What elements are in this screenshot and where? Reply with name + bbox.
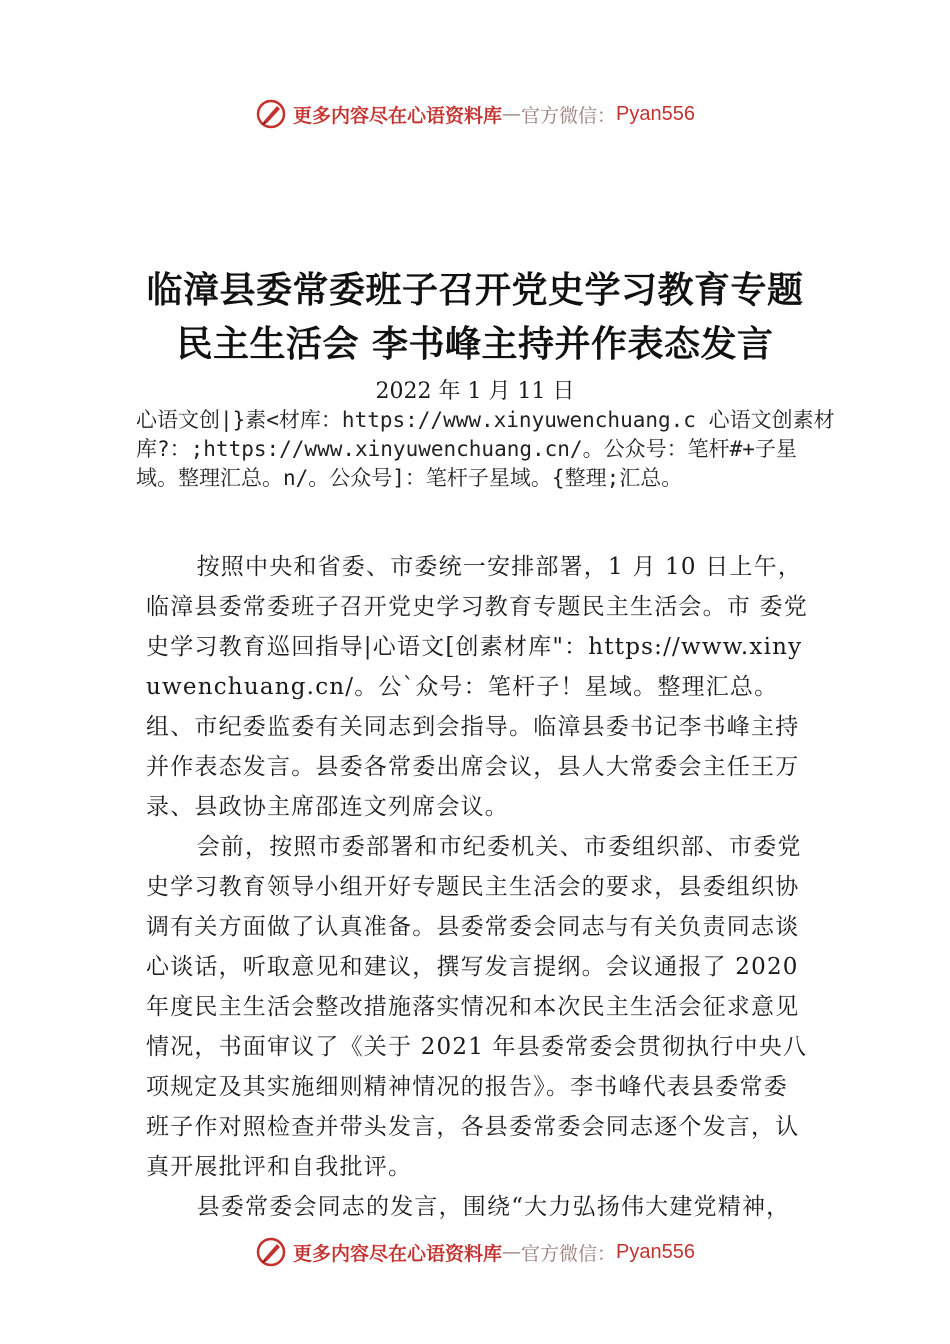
banner-separator: — xyxy=(502,1241,522,1263)
pen-circle-logo-icon xyxy=(255,1236,287,1268)
banner-wechat-id: Pyan556 xyxy=(616,102,695,125)
body-paragraph: 会前，按照市委部署和市纪委机关、市委组织部、市委党史学习教育领导小组开好专题民主生活会的要求，县委组织协调有关方面做了认真准备。县委常委会同志与有关负责同志谈心谈话，听取意见和建议，撰写发言提纲。会议通报了 2020 年度民主生活会整改措施落实情况和本次民主生活会征求意见情况，书面审议了《关于 2021 年县委常委会贯彻执行中央八项规定及其实施细则精神情况的报告》。李书峰代表县委常委班子作对照检查并带头发言，各县委常委会同志逐个发言，认真开展批评和自我批评。 xyxy=(146,834,808,1180)
header-banner xyxy=(0,94,950,134)
banner-wechat-id: Pyan556 xyxy=(616,1240,695,1263)
document-title-line-1: 临漳县委常委班子召开党史学习教育专题 xyxy=(146,270,804,311)
footer-banner xyxy=(0,1232,950,1272)
banner-wechat-label: 官方微信： xyxy=(521,104,617,127)
document-title-line-2: 民主生活会 李书峰主持并作表态发言 xyxy=(176,324,774,365)
document-body xyxy=(146,547,810,1227)
body-paragraph: 按照中央和省委、市委统一安排部署，1 月 10 日上午， 临漳县委常委班子召开党史学习教育专题民主生活会。市 委党史学习教育巡回指导|心语文[创素材库"：https://www.xinyuwenchuang.cn/。公`众号：笔杆子！星域。整理汇总。组、市纪委监委有关同志到会指导。临漳县委书记李书峰主持并作表态发言。县委各常委出席会议，县人大常委会主任王万录、县政协主席邵连文列席会议。 xyxy=(146,554,808,820)
document-date: 2022 年 1 月 11 日 xyxy=(375,379,575,404)
pen-circle-logo-icon xyxy=(255,98,287,130)
banner-brand-text: 更多内容尽在心语资料库 xyxy=(293,104,503,127)
banner-wechat-label: 官方微信： xyxy=(521,1242,617,1265)
body-paragraph: 县委常委会同志的发言，围绕“大力弘扬伟大建党精神， xyxy=(196,1194,791,1220)
banner-brand-text: 更多内容尽在心语资料库 xyxy=(293,1242,503,1265)
banner-separator: — xyxy=(502,103,522,125)
source-note: 心语文创|}素<材库：https://www.xinyuwenchuang.c 心语文创素材库?：;https://www.xinyuwenchuang.cn/。公众号：笔杆#+子星域。整理汇总。n/。公众号]：笔杆子星域。{整理;汇总。 xyxy=(136,408,835,490)
